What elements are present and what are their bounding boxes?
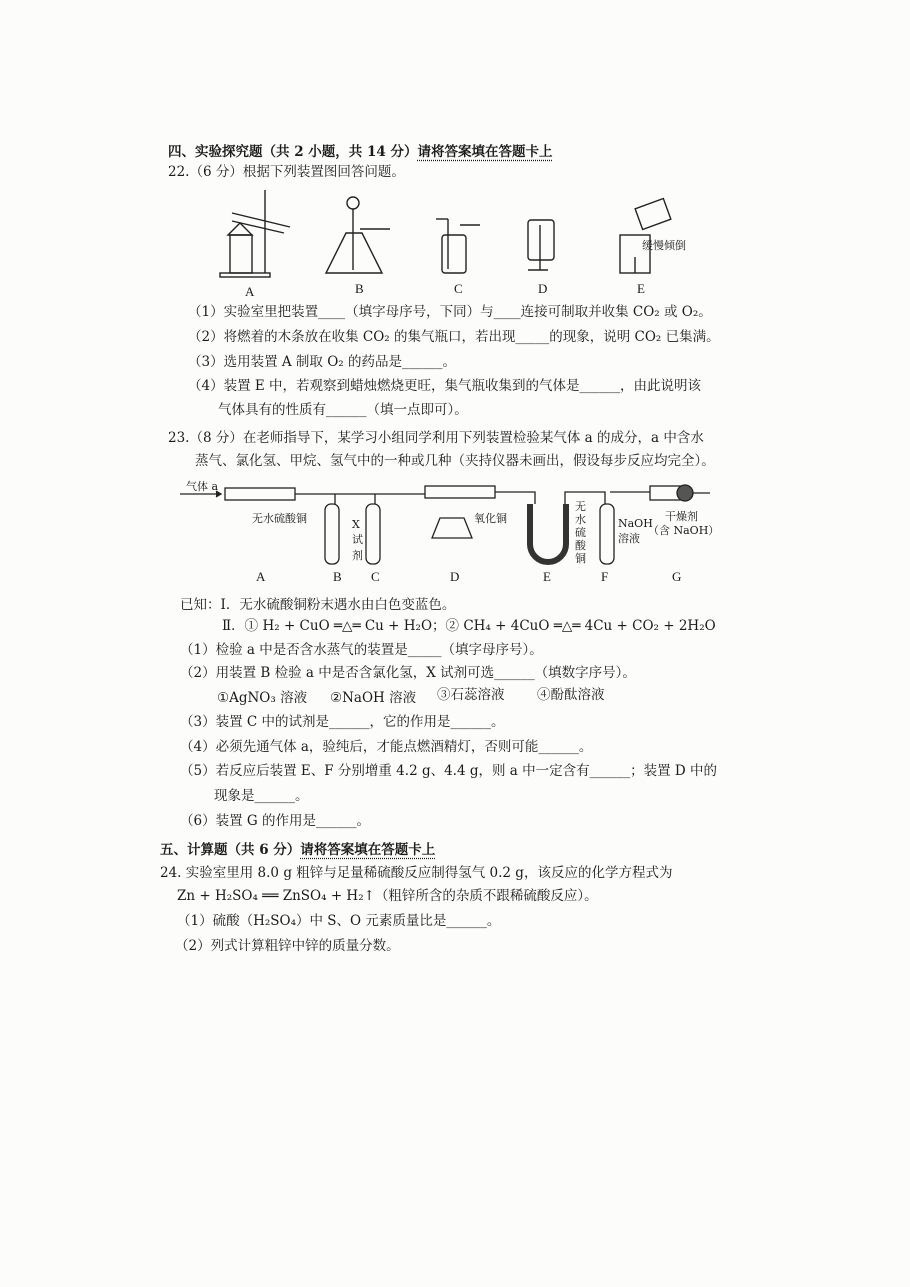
q23-item-4: （4）必须先通气体 a，验纯后，才能点燃酒精灯，否则可能______。 bbox=[180, 739, 593, 755]
q22-apparatus-figure bbox=[210, 185, 690, 285]
q23-item-5-cont: 现象是______。 bbox=[214, 788, 309, 804]
label-b: B bbox=[333, 569, 342, 584]
section-5-heading bbox=[160, 841, 435, 859]
q23-item-5: （5）若反应后装置 E、F 分别增重 4.2 g、4.4 g，则 a 中一定含有______；装置 D 中的 bbox=[180, 763, 718, 779]
known-2: Ⅱ．① H₂ + CuO ═△═ Cu + H₂O；② CH₄ + 4CuO ═△═ 4Cu + CO₂ + 2H₂O bbox=[222, 618, 716, 634]
naoh-solution-label: NaOH溶液 bbox=[618, 517, 653, 545]
apparatus-e bbox=[620, 199, 671, 273]
q22-item-1: （1）实验室里把装置____（填字母序号，下同）与____连接可制取并收集 CO₂ 或 O₂。 bbox=[188, 304, 712, 320]
section-4-heading bbox=[168, 143, 552, 161]
q24-stem: 24. 实验室里用 8.0 g 粗锌与足量稀硫酸反应制得氢气 0.2 g，该反应的化学方程式为 bbox=[160, 865, 673, 881]
u-tube-cuso4-label: 无水硫酸铜 bbox=[575, 500, 586, 565]
figure-label-e: E bbox=[637, 281, 645, 296]
anhydrous-cuso4-label: 无水硫酸铜 bbox=[252, 512, 307, 525]
q23-item-6: （6）装置 G 的作用是______。 bbox=[180, 813, 370, 829]
q24-item-2: （2）列式计算粗锌中锌的质量分数。 bbox=[175, 938, 400, 954]
figure-label-d: D bbox=[538, 281, 548, 296]
section-title: 五、计算题（共 6 分） bbox=[160, 842, 301, 858]
figure-label-a: A bbox=[245, 284, 255, 299]
figure-label-c: C bbox=[454, 281, 463, 296]
drier-naoh-label: （含 NaOH） bbox=[648, 524, 720, 537]
apparatus-d bbox=[528, 220, 554, 270]
q24-equation: Zn + H₂SO₄ ══ ZnSO₄ + H₂↑（粗锌所含的杂质不跟稀硫酸反应）。 bbox=[177, 888, 598, 904]
label-d: D bbox=[450, 569, 460, 584]
known-1: 已知：Ⅰ．无水硫酸铜粉末遇水由白色变蓝色。 bbox=[180, 597, 456, 613]
label-c: C bbox=[371, 569, 380, 584]
figure-label-b: B bbox=[355, 281, 364, 296]
option-2: ②NaOH 溶液 bbox=[330, 690, 417, 706]
option-1: ①AgNO₃ 溶液 bbox=[217, 690, 308, 706]
q22-stem: 22.（6 分）根据下列装置图回答问题。 bbox=[168, 164, 405, 180]
q22-item-3: （3）选用装置 A 制取 O₂ 的药品是______。 bbox=[188, 354, 456, 370]
q22-item-2: （2）将燃着的木条放在收集 CO₂ 的集气瓶口，若出现_____的现象，说明 CO₂ 已集满。 bbox=[188, 329, 720, 345]
label-a: A bbox=[256, 569, 266, 584]
section-note: 请将答案填在答题卡上 bbox=[417, 144, 553, 160]
q23-item-3: （3）装置 C 中的试剂是______，它的作用是______。 bbox=[180, 714, 505, 730]
q23-stem-2: 蒸气、氯化氢、甲烷、氢气中的一种或几种（夹持仪器未画出，假设每步反应均完全）。 bbox=[195, 453, 715, 469]
drier-label: 干燥剂 bbox=[665, 510, 698, 523]
apparatus-b bbox=[326, 197, 390, 273]
option-3: ③石蕊溶液 bbox=[437, 687, 505, 703]
x-reagent-label: X试剂 bbox=[352, 518, 363, 562]
label-e: E bbox=[543, 569, 551, 584]
q22-item-4-cont: 气体具有的性质有______（填一点即可）。 bbox=[218, 402, 468, 418]
section-note: 请将答案填在答题卡上 bbox=[300, 842, 436, 858]
q23-item-1: （1）检验 a 中是否含水蒸气的装置是_____（填字母序号）。 bbox=[180, 642, 543, 658]
option-4: ④酚酞溶液 bbox=[537, 687, 605, 703]
q23-stem-1: 23.（8 分）在老师指导下，某学习小组同学利用下列装置检验某气体 a 的成分，a 中含水 bbox=[168, 430, 704, 446]
pour-slowly-label: 缓慢倾倒 bbox=[642, 239, 686, 252]
label-g: G bbox=[672, 569, 682, 584]
q24-item-1: （1）硫酸（H₂SO₄）中 S、O 元素质量比是______。 bbox=[177, 913, 501, 929]
gas-a-label: 气体 a bbox=[186, 480, 219, 493]
section-title: 四、实验探究题（共 2 小题，共 14 分） bbox=[168, 144, 418, 160]
q23-item-2: （2）用装置 B 检验 a 中是否含氯化氢，X 试剂可选______（填数字序号）。 bbox=[180, 665, 636, 681]
label-f: F bbox=[601, 569, 609, 584]
cuo-label: 氧化铜 bbox=[474, 512, 507, 525]
apparatus-c bbox=[436, 219, 480, 273]
q22-item-4: （4）装置 E 中，若观察到蜡烛燃烧更旺，集气瓶收集到的气体是______，由此说明该 bbox=[188, 378, 702, 394]
apparatus-a bbox=[220, 190, 290, 277]
